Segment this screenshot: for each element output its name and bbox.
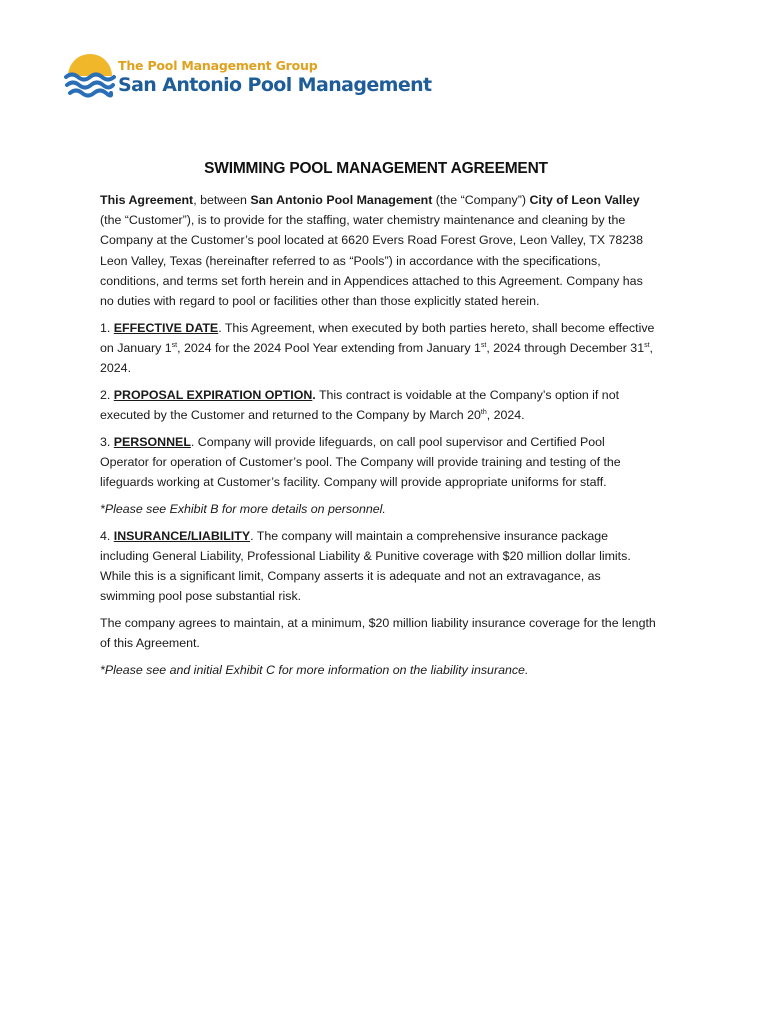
- section-number: 1.: [100, 320, 114, 335]
- ordinal-suffix: st: [171, 341, 178, 349]
- intro-text-1: , between: [193, 193, 251, 207]
- section-heading: EFFECTIVE DATE: [113, 320, 219, 335]
- company-name: San Antonio Pool Management: [250, 193, 433, 207]
- section-text: . Company will provide lifeguards, on call pool supervisor and Certified Pool Operator for operation of Customer’s pool. The Company will provide training and testing of the lifeguards working at Customer’s facility. Company will provide appropriate uniforms for staff.: [100, 434, 621, 490]
- logo-subtitle: The Pool Management Group: [118, 58, 318, 73]
- ordinal-suffix: st: [644, 341, 650, 349]
- agreement-body: [100, 190, 656, 686]
- section-heading: INSURANCE/LIABILITY: [113, 528, 251, 543]
- section-insurance-liability: [100, 526, 656, 607]
- logo-company-name: San Antonio Pool Management: [118, 74, 432, 96]
- section-heading: PROPOSAL EXPIRATION OPTION: [113, 387, 313, 402]
- section-heading: PERSONNEL: [113, 434, 191, 449]
- section-personnel: [100, 432, 656, 493]
- intro-text-3: (the “Customer”), is to provide for the staffing, water chemistry maintenance and cleaning by the Company at the Customer’s pool located at 6620 Evers Road Forest Grove, Leon Valley, TX 78238 Leon Valley, Texas (hereinafter referred to as “Pools”) in accordance with the specifications, conditions, and terms set forth herein and in Appendices attached to this Agreement. Company has no duties with regard to pool or facilities other than those explicitly stated herein.: [100, 213, 643, 309]
- insurance-coverage-paragraph: The company agrees to maintain, at a minimum, $20 million liability insurance coverage for the length of this Agreement.: [100, 615, 656, 651]
- section-text: , 2024 through December 31: [486, 340, 645, 355]
- section-text: , 2024.: [486, 408, 525, 423]
- note-exhibit-b: *Please see Exhibit B for more details on personnel.: [100, 501, 386, 516]
- intro-lead: This Agreement: [100, 193, 194, 207]
- ordinal-suffix: st: [480, 341, 487, 349]
- customer-name: City of Leon Valley: [529, 193, 640, 207]
- section-text: . The company will maintain a comprehensive insurance package including General Liability, Professional Liability & Punitive coverage with $20 million dollar limits. While this is a significant limit, Company asserts it is adequate and not an extravagance, as swimming pool pose substantial risk.: [100, 528, 631, 604]
- ordinal-suffix: th: [480, 408, 487, 416]
- section-effective-date: [100, 318, 656, 379]
- company-logo: [64, 50, 432, 106]
- section-text: , 2024.: [100, 340, 653, 376]
- section-proposal-expiration: [100, 385, 656, 425]
- note-exhibit-c: *Please see and initial Exhibit C for more information on the liability insurance.: [100, 662, 529, 677]
- intro-text-2: (the “Company”): [432, 193, 530, 207]
- section-heading-dot: .: [312, 387, 316, 402]
- section-text: This contract is voidable at the Company’s option if not executed by the Customer and returned to the Company by March 20: [100, 387, 620, 423]
- section-text: . This Agreement, when executed by both parties hereto, shall become effective on January 1: [100, 320, 655, 355]
- intro-paragraph: [100, 190, 656, 311]
- section-number: 2.: [100, 387, 114, 402]
- sun-over-waves-logo-icon: [64, 50, 116, 102]
- page-title: SWIMMING POOL MANAGEMENT AGREEMENT: [204, 160, 548, 177]
- section-number: 4.: [100, 528, 114, 543]
- section-text: , 2024 for the 2024 Pool Year extending from January 1: [177, 340, 481, 355]
- section-number: 3.: [100, 434, 114, 449]
